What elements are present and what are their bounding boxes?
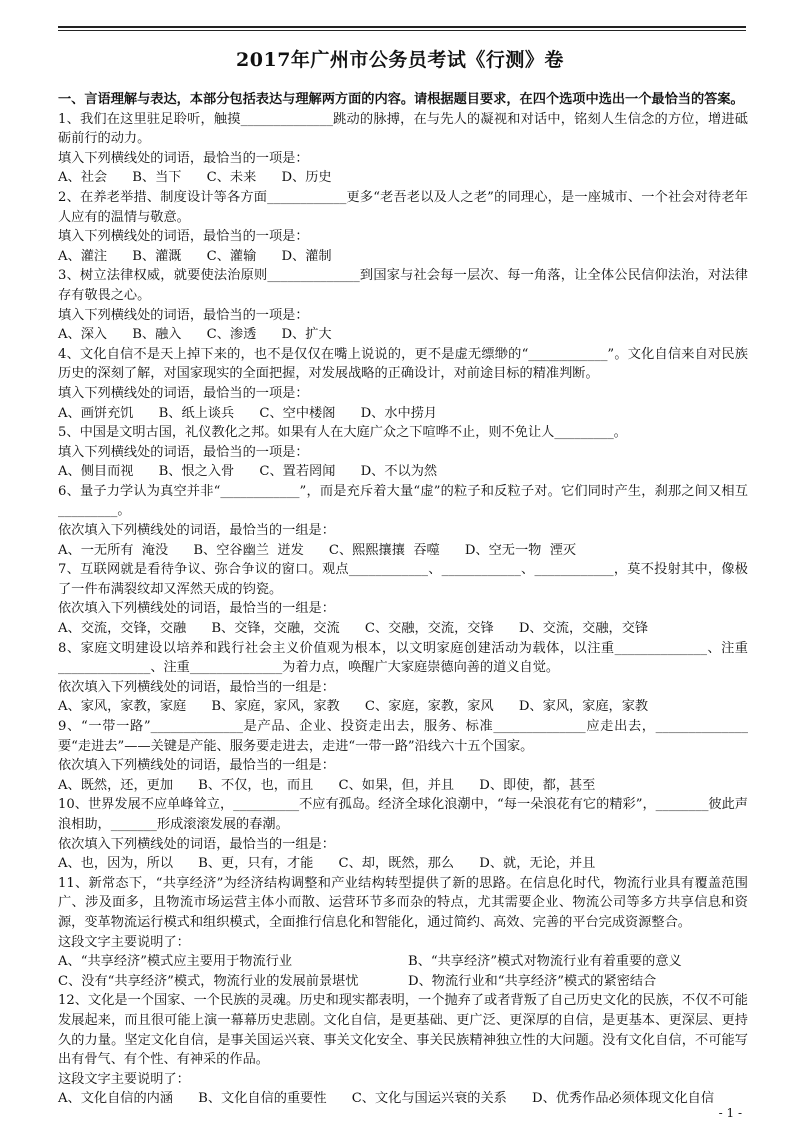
question-options: A、家风，家教，家庭 B、家庭，家风，家教 C、家庭，家教，家风 D、家风，家庭，家教 — [58, 699, 649, 715]
question-6 — [58, 482, 748, 560]
question-options: A、也，因为，所以 B、更，只有，才能 C、却，既然，那么 D、就，无论，并且 — [58, 856, 596, 872]
question-prompt: 这段文字主要说明了： — [58, 934, 190, 950]
question-options-row — [58, 952, 748, 972]
question-stem: 9、“一带一路”______________是产品、企业、投资走出去，服务、标准______________应走出去，______________要“走进去”——关键是产能、服务要走进去，走进“一带一路”沿线六十五个国家。 — [58, 719, 748, 754]
question-prompt: 填入下列横线处的词语，最恰当的一项是： — [58, 307, 309, 323]
question-stem: 6、量子力学认为真空并非“____________”，而是充斥着大量“虚”的粒子和反粒子对。它们同时产生，刹那之间又相互_________。 — [58, 483, 748, 519]
question-options: A、既然，还，更加 B、不仅，也，而且 C、如果，但，并且 D、即使，都，甚至 — [58, 777, 596, 793]
page-number: - 1 - — [718, 1106, 742, 1120]
question-8 — [58, 639, 748, 717]
question-prompt: 依次填入下列横线处的词语，最恰当的一组是： — [58, 758, 335, 774]
question-stem: 12、文化是一个国家、一个民族的灵魂。历史和现实都表明，一个抛弃了或者背叛了自己历史文化的民族，不仅不可能发展起来，而且很可能上演一幕幕历史悲剧。文化自信，是更基础、更广泛、更深厚的自信，是更基本、更深层、更持久的力量。坚定文化自信，是事关国运兴衰、事关文化安全、事关民族精神独立性的大问题。没有文化自信，不可能写出有骨气、有个性、有神采的作品。 — [58, 993, 748, 1068]
question-prompt: 填入下列横线处的词语，最恰当的一项是： — [58, 150, 309, 166]
question-stem: 4、文化自信不是天上掉下来的，也不是仅仅在嘴上说说的，更不是虚无缥缈的“____________”。文化自信来自对民族历史的深刻了解，对国家现实的全面把握，对发展战略的正确设计，对前途目标的精准判断。 — [58, 346, 748, 382]
question-prompt: 依次填入下列横线处的词语，最恰当的一组是： — [58, 601, 335, 617]
question-options: A、深入 B、融入 C、渗透 D、扩大 — [58, 327, 332, 343]
question-prompt: 依次填入下列横线处的词语，最恰当的一组是： — [58, 836, 335, 852]
question-stem: 11、新常态下，“共享经济”为经济结构调整和产业结构转型提供了新的思路。在信息化时代，物流行业具有覆盖范围广、涉及面多，且物流市场运营主体小而散、运营环节多而杂的特点，尤其需要企业、物流公司等多方共享信息和资源，变革物流运行模式和组织模式，全面推行信息化和智能化，通过简约、高效、完善的平台完成资源整合。 — [58, 875, 748, 930]
question-5 — [58, 423, 748, 482]
question-4 — [58, 345, 748, 423]
option-c: C、没有“共享经济”模式，物流行业的发展前景堪忧 — [58, 973, 359, 989]
question-1 — [58, 110, 748, 188]
option-b: B、“共享经济”模式对物流行业有着重要的意义 — [408, 954, 682, 970]
question-stem: 10、世界发展不应单峰耸立，__________不应有孤岛。经济全球化浪潮中，“每一朵浪花有它的精彩”，________彼此声浪相助，_______形成滚滚发展的春潮。 — [58, 797, 748, 832]
question-7 — [58, 560, 748, 638]
question-options: A、侧目而视 B、恨之入骨 C、置若罔闻 D、不以为然 — [58, 464, 438, 480]
question-options: A、画饼充饥 B、纸上谈兵 C、空中楼阁 D、水中捞月 — [58, 405, 438, 421]
question-options: A、灌注 B、灌溉 C、灌输 D、灌制 — [58, 248, 332, 264]
question-stem: 7、互联网就是看待争议、弥合争议的窗口。观点____________、____________、____________，莫不投射其中，像极了一件布满裂纹却又浑然天成的钧瓷。 — [58, 562, 748, 597]
question-prompt: 填入下列横线处的词语，最恰当的一项是： — [58, 444, 309, 460]
option-d: D、物流行业和“共享经济”模式的紧密结合 — [408, 973, 657, 989]
question-prompt: 填入下列横线处的词语，最恰当的一项是： — [58, 229, 309, 245]
header-rule — [58, 26, 746, 28]
option-a: A、“共享经济”模式应主要用于物流行业 — [58, 954, 293, 970]
question-12 — [58, 991, 748, 1109]
header-rule-thin — [58, 30, 746, 31]
question-stem: 1、我们在这里驻足聆听，触摸______________跳动的脉搏，在与先人的凝视和对话中，铭刻人生信念的方位，增进砥砺前行的动力。 — [58, 111, 748, 147]
question-options: A、一无所有 淹没 B、空谷幽兰 迸发 C、熙熙攘攘 吞噬 D、空无一物 湮灭 — [58, 542, 577, 558]
section-heading: 一、言语理解与表达，本部分包括表达与理解两方面的内容。请根据题目要求，在四个选项中选出一个最恰当的答案。 — [58, 92, 744, 107]
question-prompt: 这段文字主要说明了： — [58, 1071, 190, 1087]
question-options: A、社会 B、当下 C、未来 D、历史 — [58, 170, 332, 186]
question-prompt: 依次填入下列横线处的词语，最恰当的一组是： — [58, 523, 335, 539]
question-2 — [58, 188, 748, 266]
question-11 — [58, 874, 748, 992]
document-title: 2017年广州市公务员考试《行测》卷 — [236, 49, 564, 71]
question-stem: 5、中国是文明古国，礼仪教化之邦。如果有人在大庭广众之下喧哗不止，则不免让人_________。 — [58, 425, 627, 441]
question-stem: 3、树立法律权威，就要使法治原则______________到国家与社会每一层次、每一角落，让全体公民信仰法治，对法律存有敬畏之心。 — [58, 268, 748, 303]
question-stem: 2、在养老举措、制度设计等各方面____________更多“老吾老以及人之老”的同理心，是一座城市、一个社会对待老年人应有的温情与敬意。 — [58, 189, 748, 225]
question-prompt: 填入下列横线处的词语，最恰当的一项是： — [58, 385, 309, 401]
question-3 — [58, 266, 748, 344]
question-9 — [58, 717, 748, 795]
document-body — [58, 90, 748, 1109]
question-stem: 8、家庭文明建设以培养和践行社会主义价值观为根本，以文明家庭创建活动为载体，以注重______________、注重______________、注重______________为着力点，唤醒广大家庭崇德向善的道义自觉。 — [58, 640, 748, 676]
question-options: A、文化自信的内涵 B、文化自信的重要性 C、文化与国运兴衰的关系 D、优秀作品必须体现文化自信 — [58, 1091, 715, 1107]
question-10 — [58, 795, 748, 873]
question-options: A、交流，交锋，交融 B、交锋，交融，交流 C、交融，交流，交锋 D、交流，交融，交锋 — [58, 621, 649, 637]
question-prompt: 依次填入下列横线处的词语，最恰当的一组是： — [58, 679, 335, 695]
question-options-row — [58, 972, 748, 992]
